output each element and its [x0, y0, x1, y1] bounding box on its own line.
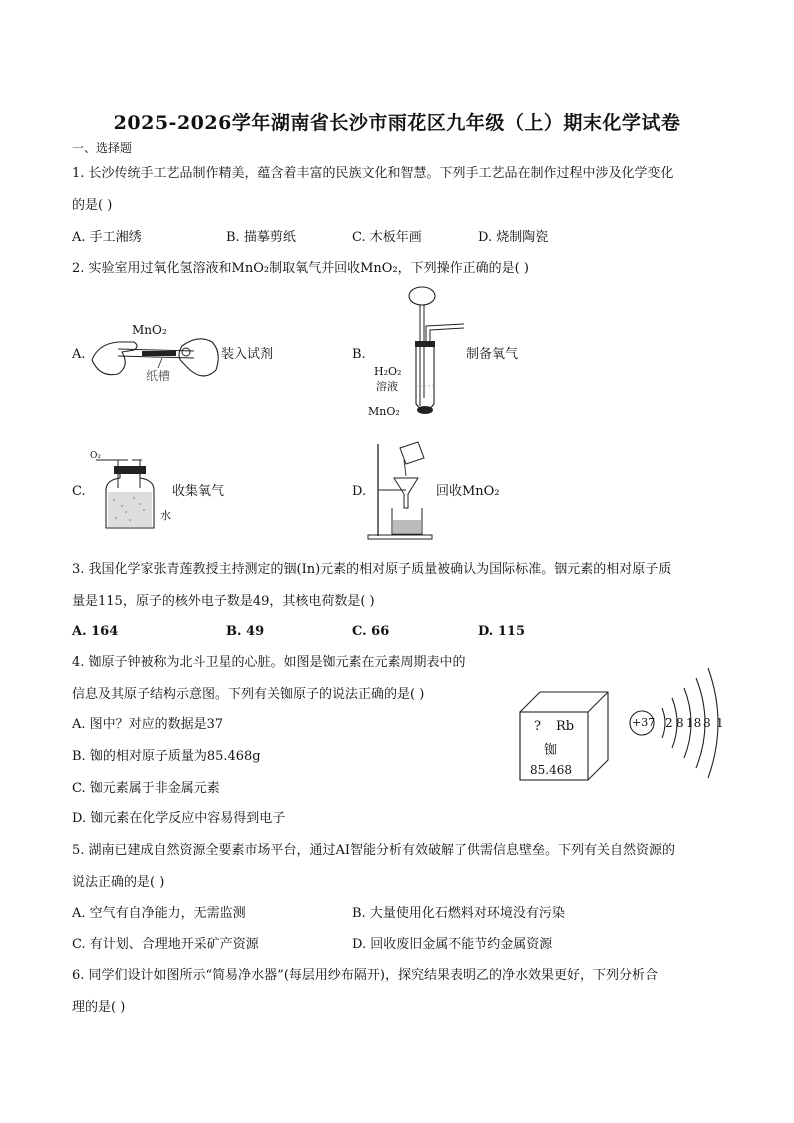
rb-nucleus-charge: +37	[632, 716, 656, 729]
q1-option-a: A. 手工湘绣	[72, 230, 142, 245]
q2-c-water-label: 水	[160, 509, 171, 522]
q2-b-solution-label: 溶液	[376, 380, 398, 393]
q2-caption-b: 制备氧气	[466, 347, 519, 362]
rb-shell-5: 1	[716, 716, 724, 730]
q1-option-b: B. 描摹剪纸	[226, 230, 296, 245]
q6-stem-line2: 理的是( )	[72, 1000, 126, 1015]
q2-caption-a: 装入试剂	[221, 347, 274, 362]
q5-option-a: A. 空气有自净能力，无需监测	[72, 906, 246, 921]
q3-stem-line1: 3. 我国化学家张青莲教授主持测定的铟(In)元素的相对原子质量被确认为国际标准。铟元素的相对原子质	[72, 562, 672, 577]
q4-option-a: A. 图中？对应的数据是37	[72, 717, 224, 732]
q2-option-d: D.	[352, 484, 367, 499]
q2-figure-c-gas-bottle	[90, 448, 170, 533]
q2-caption-c: 收集氧气	[172, 484, 225, 499]
q2-figure-d-filtration	[366, 438, 436, 542]
q6-stem-line1: 6. 同学们设计如图所示“简易净水器”(每层用纱布隔开)，探究结果表明乙的净水效果更好，下列分析合	[72, 968, 658, 983]
q2-stem: 2. 实验室用过氧化氢溶液和MnO₂制取氧气并回收MnO₂，下列操作正确的是( )	[72, 261, 529, 276]
q5-stem-line2: 说法正确的是( )	[72, 875, 165, 890]
q4-option-c: C. 铷元素属于非金属元素	[72, 781, 220, 796]
q4-stem-line2: 信息及其原子结构示意图。下列有关铷原子的说法正确的是( )	[72, 687, 425, 702]
q2-caption-d: 回收MnO₂	[436, 484, 500, 499]
exam-title: 2025-2026学年湖南省长沙市雨花区九年级（上）期末化学试卷	[113, 112, 681, 134]
q2-b-mno2-label: MnO₂	[368, 405, 400, 418]
rb-atomic-number: ?	[534, 719, 541, 734]
q3-option-b: B. 49	[226, 624, 265, 639]
q1-stem-line1: 1. 长沙传统手工艺品制作精美，蕴含着丰富的民族文化和智慧。下列手工艺品在制作过程中涉及化学变化	[72, 166, 674, 181]
q1-option-d: D. 烧制陶瓷	[478, 230, 549, 245]
rb-shell-3: 18	[686, 716, 702, 730]
q3-option-d: D. 115	[478, 624, 525, 639]
q1-option-c: C. 木板年画	[352, 230, 422, 245]
rb-shell-1: 2	[665, 716, 673, 730]
rb-name: 铷	[544, 743, 558, 758]
section-heading: 一、选择题	[72, 141, 133, 155]
q4-stem-line1: 4. 铷原子钟被称为北斗卫星的心脏。如图是铷元素在元素周期表中的	[72, 655, 466, 670]
q3-stem-line2: 量是115，原子的核外电子数是49，其核电荷数是( )	[72, 594, 375, 609]
q3-option-c: C. 66	[352, 624, 390, 639]
q4-option-d: D. 铷元素在化学反应中容易得到电子	[72, 811, 286, 826]
q2-a-paper-label: 纸槽	[146, 369, 171, 383]
q2-option-c: C.	[72, 484, 86, 499]
rb-shell-2: 8	[676, 716, 684, 730]
rb-shell-4: 8	[703, 716, 711, 730]
q1-stem-line2: 的是( )	[72, 198, 113, 213]
q2-a-mno2-label: MnO₂	[132, 323, 167, 337]
q2-c-o2-label: O₂	[90, 451, 101, 461]
q5-stem-line1: 5. 湖南已建成自然资源全要素市场平台，通过AI智能分析有效破解了供需信息壁垒。下列有关自然资源的	[72, 843, 676, 858]
q4-option-b: B. 铷的相对原子质量为85.468g	[72, 749, 261, 764]
rb-atomic-mass: 85.468	[530, 763, 572, 777]
q3-option-a: A. 164	[72, 624, 119, 639]
q2-option-b: B.	[352, 347, 366, 362]
q5-option-d: D. 回收废旧金属不能节约金属资源	[352, 937, 553, 952]
q2-option-a: A.	[72, 347, 86, 362]
q5-option-c: C. 有计划、合理地开采矿产资源	[72, 937, 259, 952]
rb-symbol: Rb	[556, 719, 575, 734]
q2-b-h2o2-label: H₂O₂	[374, 365, 402, 378]
q5-option-b: B. 大量使用化石燃料对环境没有污染	[352, 906, 565, 921]
